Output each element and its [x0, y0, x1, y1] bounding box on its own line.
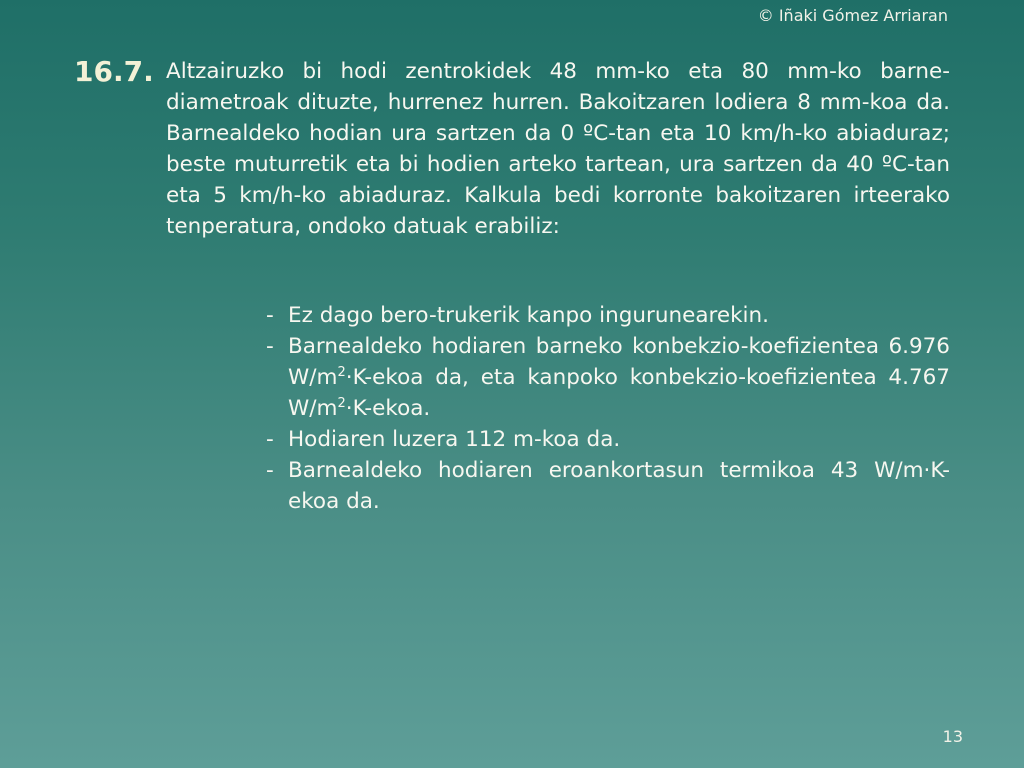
superscript-exponent: 2 [337, 396, 346, 411]
bullet-dash: - [266, 334, 274, 359]
bullet-dash: - [266, 458, 274, 483]
list-item [266, 424, 950, 455]
condition-pipe-length: Hodiaren luzera 112 m-koa da. [288, 427, 621, 452]
conditions-list [266, 300, 950, 517]
bullet-dash: - [266, 427, 274, 452]
copyright-notice: © Iñaki Gómez Arriaran [757, 6, 948, 25]
condition-no-heat-exchange: Ez dago bero-trukerik kanpo ingurunearekin. [288, 303, 769, 328]
condition-thermal-conductivity: Barnealdeko hodiaren eroankortasun termikoa 43 W/m·K-ekoa da. [288, 458, 950, 514]
list-item [266, 455, 950, 517]
list-item [266, 331, 950, 424]
problem-number: 16.7. [74, 55, 154, 88]
problem-statement: Altzairuzko bi hodi zentrokidek 48 mm-ko eta 80 mm-ko barne-diametroak dituzte, hurrenez hurren. Bakoitzaren lodiera 8 mm-koa da. Barnealdeko hodian ura sartzen da 0 ºC-tan eta 10 km/h-ko abiaduraz; beste muturretik eta bi hodien arteko tartean, ura sartzen da 40 ºC-tan eta 5 km/h-ko abiaduraz. Kalkula bedi korronte bakoitzaren irteerako tenperatura, ondoko datuak erabiliz: [166, 59, 950, 239]
condition-convection-coefficients [288, 331, 950, 424]
page-number: 13 [942, 727, 963, 746]
bullet-dash: - [266, 303, 274, 328]
list-item [266, 300, 950, 331]
convection-text-part: ·K-ekoa. [345, 396, 431, 421]
convection-text-part: ·K-ekoa da, eta kanpoko konbekzio-koefizientea 4.767 W/m [288, 365, 950, 421]
superscript-exponent: 2 [337, 365, 346, 380]
convection-text-part: Barnealdeko hodiaren barneko konbekzio-koefizientea 6.976 W/m [288, 334, 950, 390]
